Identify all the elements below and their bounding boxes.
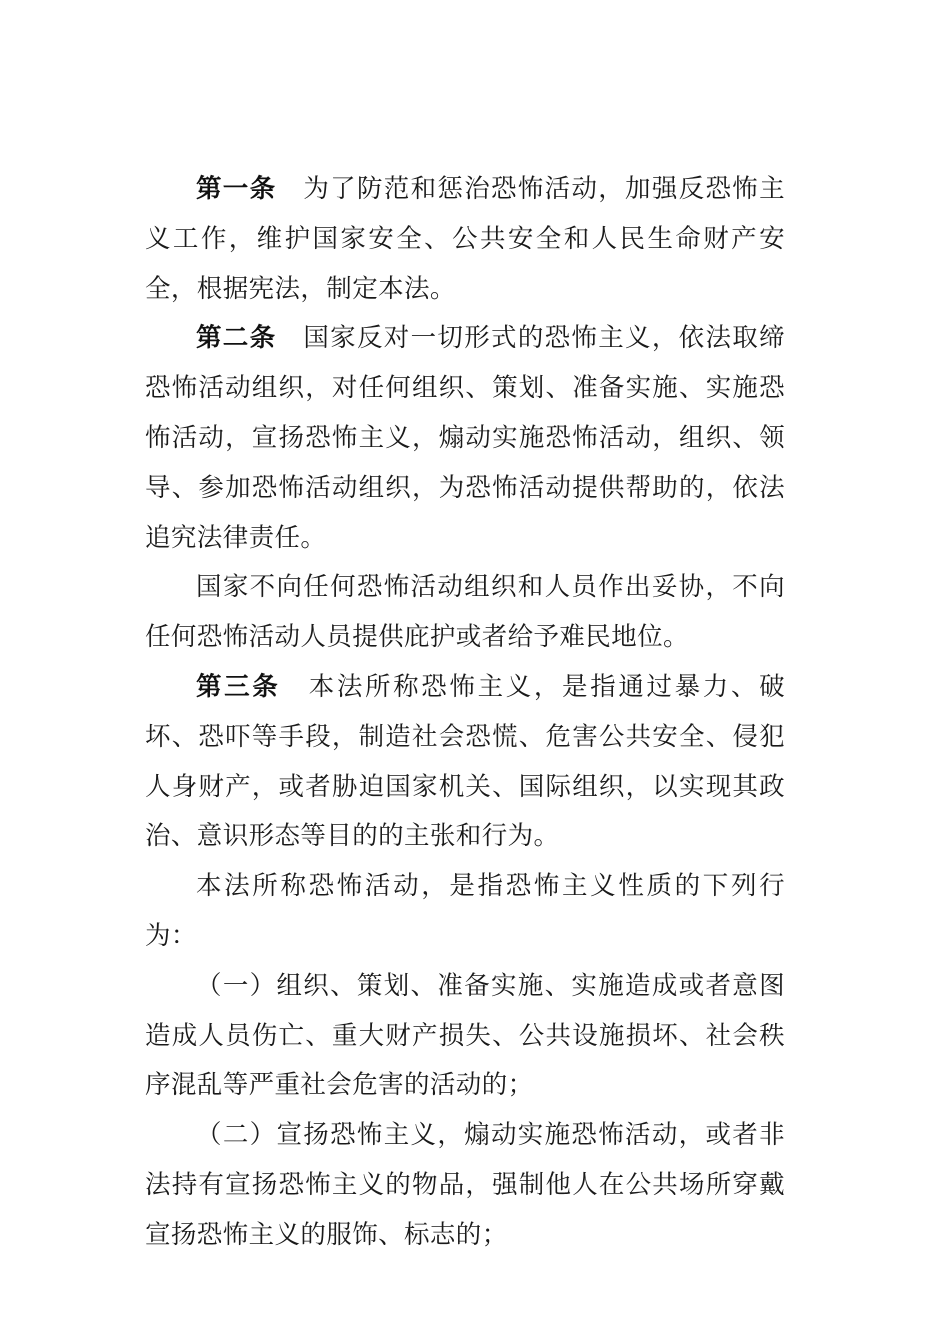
paragraph-text: （二）宣扬恐怖主义，煽动实施恐怖活动，或者非法持有宣扬恐怖主义的物品，强制他人在公共场所穿戴宣扬恐怖主义的服饰、标志的； bbox=[145, 1120, 785, 1250]
document-body bbox=[145, 165, 785, 1261]
list-item-1-paragraph bbox=[145, 962, 785, 1111]
article-2-paragraph bbox=[145, 314, 785, 563]
article-2-clause-paragraph bbox=[145, 563, 785, 663]
article-number: 第一条 bbox=[196, 174, 277, 204]
article-3-paragraph bbox=[145, 663, 785, 862]
paragraph-text: 国家反对一切形式的恐怖主义，依法取缔恐怖活动组织，对任何组织、策划、准备实施、实施恐怖活动，宣扬恐怖主义，煽动实施恐怖活动，组织、领导、参加恐怖活动组织，为恐怖活动提供帮助的，依法追究法律责任。 bbox=[145, 323, 786, 553]
list-item-2-paragraph bbox=[145, 1111, 785, 1260]
article-number: 第三条 bbox=[196, 671, 281, 702]
paragraph-text: 本法所称恐怖主义，是指通过暴力、破坏、恐吓等手段，制造社会恐慌、危害公共安全、侵犯人身财产，或者胁迫国家机关、国际组织，以实现其政治、意识形态等目的的主张和行为。 bbox=[145, 671, 785, 852]
article-number: 第二条 bbox=[196, 323, 277, 354]
article-3-definition-paragraph bbox=[145, 862, 785, 962]
paragraph-text: 为了防范和惩治恐怖活动，加强反恐怖主义工作，维护国家安全、公共安全和人民生命财产安全，根据宪法，制定本法。 bbox=[145, 174, 786, 304]
article-1-paragraph bbox=[145, 165, 785, 314]
paragraph-text: （一）组织、策划、准备实施、实施造成或者意图造成人员伤亡、重大财产损失、公共设施损坏、社会秩序混乱等严重社会危害的活动的； bbox=[145, 970, 785, 1101]
paragraph-text: 本法所称恐怖活动，是指恐怖主义性质的下列行为： bbox=[145, 871, 785, 951]
paragraph-text: 国家不向任何恐怖活动组织和人员作出妥协，不向任何恐怖活动人员提供庇护或者给予难民地位。 bbox=[145, 572, 785, 653]
